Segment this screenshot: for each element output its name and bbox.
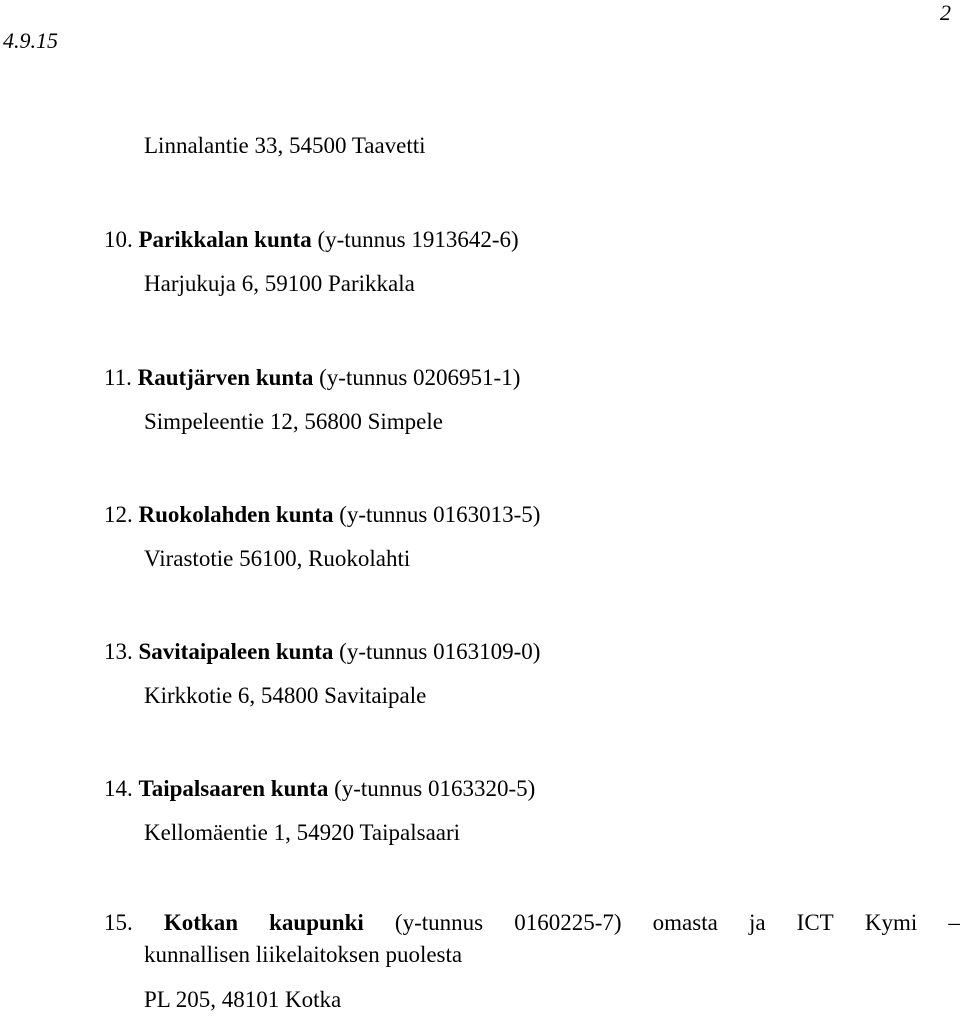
entry-address: Simpeleentie 12, 56800 Simpele (144, 409, 443, 434)
entry-title (104, 640, 540, 663)
date-header: 4.9.15 (3, 28, 58, 53)
entry-word: 0160225-7) (514, 910, 622, 935)
entry-address: Virastotie 56100, Ruokolahti (144, 546, 411, 571)
entry-id: (y-tunnus 0206951-1) (319, 365, 521, 390)
entry-continuation: kunnallisen liikelaitoksen puolesta (144, 942, 463, 967)
entry-id: (y-tunnus 0163109-0) (339, 639, 541, 664)
entry-number: 12. (104, 502, 133, 527)
entry-name-word: kaupunki (269, 910, 364, 935)
entry-name: Ruokolahden kunta (138, 502, 334, 527)
entry-title (104, 503, 540, 526)
page-number: 2 (940, 0, 951, 25)
entry-title (104, 777, 535, 800)
entry-word: ICT (796, 910, 834, 935)
entry-id: (y-tunnus 0163320-5) (334, 776, 536, 801)
entry-word: ja (748, 910, 766, 935)
entry-address: Kirkkotie 6, 54800 Savitaipale (144, 683, 427, 708)
entry-number: 14. (104, 776, 133, 801)
entry-address: Kellomäentie 1, 54920 Taipalsaari (144, 820, 461, 845)
entry-word: – (948, 910, 960, 935)
entry-address: PL 205, 48101 Kotka (144, 987, 342, 1012)
entry-title (104, 366, 520, 389)
entry-word: omasta (652, 910, 718, 935)
entry-word: (y-tunnus (394, 910, 484, 935)
entry-number: 13. (104, 639, 133, 664)
entry-title-justified (104, 911, 960, 934)
entry-address: Harjukuja 6, 59100 Parikkala (144, 271, 415, 296)
entry-id: (y-tunnus 1913642-6) (317, 227, 519, 252)
entry-name-word: Kotkan (163, 910, 239, 935)
entry-name: Savitaipaleen kunta (138, 639, 334, 664)
entry-word: Kymi (864, 910, 918, 935)
entry-number: 15. (104, 910, 133, 935)
entry-name: Parikkalan kunta (138, 227, 312, 252)
entry-name: Rautjärven kunta (137, 365, 314, 390)
entry-number: 11. (104, 365, 132, 390)
entry-number: 10. (104, 227, 133, 252)
entry-title (104, 228, 519, 251)
address-line: Linnalantie 33, 54500 Taavetti (144, 133, 426, 158)
entry-id: (y-tunnus 0163013-5) (339, 502, 541, 527)
entry-name: Taipalsaaren kunta (138, 776, 329, 801)
